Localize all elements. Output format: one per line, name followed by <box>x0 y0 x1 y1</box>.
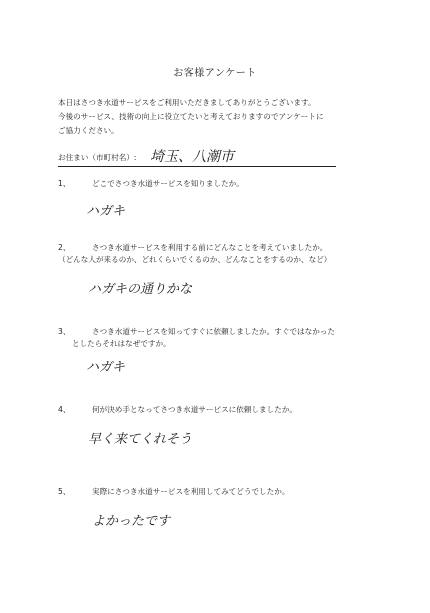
answer-5-handwritten: よかったです <box>92 514 171 529</box>
address-handwritten-value: 埼玉、八潮市 <box>150 149 234 165</box>
question-subtext: としたらそれはなぜですか。 <box>72 339 171 348</box>
question-subtext: （どんな人が来るのか、どれくらいでくるのか、どんなことをするのか、など） <box>58 255 332 264</box>
question-text: どこでさつき水道サービスを知りましたか。 <box>92 179 244 188</box>
question-number: 2、 <box>58 243 71 252</box>
intro-text <box>58 96 388 138</box>
answer-2-handwritten: ハガキの通りかな <box>88 282 193 297</box>
question-text: 何が決め手となってさつき水道サービスに依頼しましたか。 <box>92 405 298 414</box>
answer-1-handwritten: ハガキ <box>86 204 126 219</box>
intro-line: 本日はさつき水道サービスをご利用いただきましてありがとうございます。 <box>58 98 316 107</box>
answer-3-handwritten: ハガキ <box>86 360 126 375</box>
address-field <box>58 149 336 167</box>
intro-line: ご協力ください。 <box>58 126 119 135</box>
answer-4-handwritten: 早く来てくれそう <box>88 432 193 447</box>
question-number: 5、 <box>58 487 71 496</box>
question-text: さつき水道サービスを利用する前にどんなことを考えていましたか。 <box>92 243 328 252</box>
question-number: 4、 <box>58 405 71 414</box>
address-label: お住まい（市町村名）: <box>58 153 137 162</box>
question-number: 1、 <box>58 179 71 188</box>
question-text: 実際にさつき水道サービスを利用してみてどうでしたか。 <box>92 487 290 496</box>
page-title: お客様アンケート <box>173 68 257 79</box>
question-text: さつき水道サービスを知ってすぐに依頼しましたか。すぐではなかった <box>92 327 335 336</box>
intro-line: 今後のサービス、技術の向上に役立てたいと考えておりますのでアンケートに <box>58 112 324 121</box>
question-number: 3、 <box>58 327 71 336</box>
